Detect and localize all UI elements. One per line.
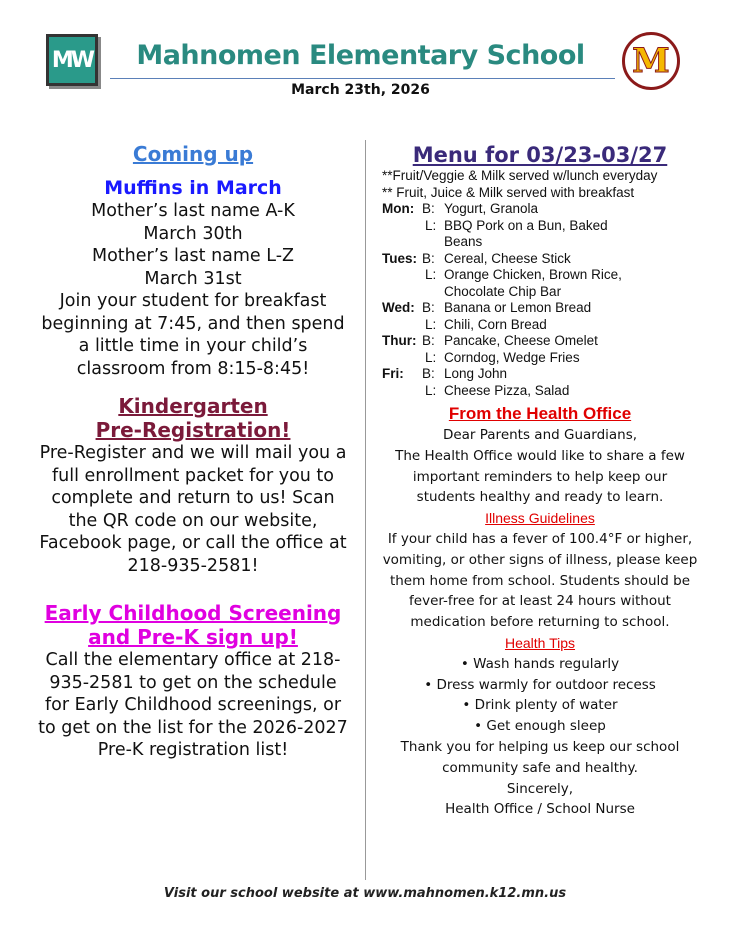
menu-day-breakfast [382, 201, 698, 218]
illness-heading: Illness Guidelines [485, 510, 595, 527]
illness-text: If your child has a fever of 100.4°F or higher, vomiting, or other signs of illness, please keep them home from school. Students should be fever-free for at least 24 hours without medication before returning to school. [382, 530, 698, 631]
health-intro: Dear Parents and Guardians, [442, 427, 638, 443]
tip-item: • Wash hands regularly [460, 655, 620, 672]
tips-heading: Health Tips [504, 634, 576, 651]
lunch-label: L: [425, 316, 437, 332]
health-intro-text: The Health Office would like to share a few important reminders to help keep our students healthy and ready to learn. [395, 447, 685, 506]
health-heading: From the Health Office [448, 404, 632, 423]
muffins-line: March 30th [143, 223, 243, 244]
column-divider [365, 140, 366, 880]
muffins-line: Join your student for breakfast beginning at 7:45, and then spend a little time in your child’s classroom from 8:15-8:45! [41, 291, 345, 379]
breakfast-label: B: [422, 300, 435, 315]
muffins-heading: Muffins in March [104, 177, 282, 199]
school-title: Mahnomen Elementary School [136, 40, 585, 71]
lunch-label: L: [425, 217, 437, 233]
kinder-heading: Kindergarten [118, 394, 268, 418]
tip-item: • Get enough sleep [474, 718, 606, 735]
kinder-text: Pre-Register and we will mail you a full enrollment packet for you to complete and return to us! Scan the QR code on our website, Facebook page, or call the office at 218-935-2581! [39, 443, 347, 576]
lunch-item: Cheese Pizza, Salad [444, 382, 570, 398]
health-signoff: Sincerely, [506, 780, 574, 797]
kinder-heading-2: Pre-Registration! [95, 418, 291, 442]
menu-day-lunch [382, 383, 698, 400]
menu-note: ** Fruit, Juice & Milk served with breakfast [382, 184, 635, 200]
menu-day-breakfast [382, 366, 698, 383]
menu-day-lunch [382, 317, 698, 334]
breakfast-item: Banana or Lemon Bread [444, 300, 592, 315]
breakfast-label: B: [422, 250, 435, 266]
tip-item: • Dress warmly for outdoor recess [424, 676, 656, 693]
menu-note: **Fruit/Veggie & Milk served w/lunch everyday [382, 168, 658, 183]
tip-item: • Drink plenty of water [462, 697, 618, 714]
lunch-item: Chili, Corn Bread [444, 316, 547, 332]
menu-day-breakfast [382, 300, 698, 317]
newsletter-date: March 23th, 2026 [291, 82, 430, 98]
early-childhood-text: Call the elementary office at 218-935-2581 to get on the schedule for Early Childhood screenings, or to get on the list for the 2026-2027 Pre-K registration list! [38, 650, 348, 760]
header-rule [110, 78, 615, 79]
lunch-item: Orange Chicken, Brown Rice, Chocolate Chip Bar [444, 267, 622, 299]
early-childhood-heading-2: and Pre-K sign up! [88, 625, 298, 649]
lunch-item: Corndog, Wedge Fries [444, 349, 580, 365]
muffins-line: March 31st [144, 268, 242, 289]
right-column [382, 142, 698, 820]
coming-up-heading: Coming up [132, 142, 254, 166]
health-closing: Thank you for helping us keep our school community safe and healthy. [400, 738, 680, 776]
lunch-label: L: [425, 382, 437, 398]
mw-logo: MW [46, 34, 98, 86]
lunch-item: BBQ Pork on a Bun, Baked Beans [444, 217, 608, 249]
day-label: Tues: [382, 250, 418, 266]
menu-day-breakfast [382, 251, 698, 268]
breakfast-item: Pancake, Cheese Omelet [444, 333, 598, 348]
muffins-line: Mother’s last name A-K [91, 201, 295, 221]
day-label: Mon: [382, 201, 415, 216]
breakfast-item: Yogurt, Granola [444, 201, 539, 216]
menu-day-breakfast [382, 333, 698, 350]
lunch-label: L: [425, 349, 437, 365]
day-label: Wed: [382, 300, 415, 315]
footer-website[interactable]: Visit our school website at www.mahnomen.k12.mn.us [163, 886, 567, 901]
breakfast-item: Long John [444, 366, 508, 381]
menu-heading: Menu for 03/23-03/27 [412, 143, 668, 167]
muffins-line: Mother’s last name L-Z [91, 246, 295, 266]
health-signature: Health Office / School Nurse [445, 801, 635, 818]
day-label: Thur: [382, 333, 417, 348]
menu-day-lunch [382, 218, 698, 251]
menu-day-lunch [382, 267, 698, 300]
early-childhood-heading: Early Childhood Screening [44, 601, 342, 625]
breakfast-label: B: [422, 201, 435, 216]
health-section [382, 403, 698, 820]
lunch-label: L: [425, 267, 437, 282]
breakfast-item: Cereal, Cheese Stick [444, 250, 571, 266]
m-logo: M [622, 32, 680, 90]
breakfast-label: B: [422, 333, 435, 348]
day-label: Fri: [382, 366, 404, 381]
left-column [36, 142, 350, 762]
breakfast-label: B: [422, 366, 435, 381]
menu-day-lunch [382, 350, 698, 367]
